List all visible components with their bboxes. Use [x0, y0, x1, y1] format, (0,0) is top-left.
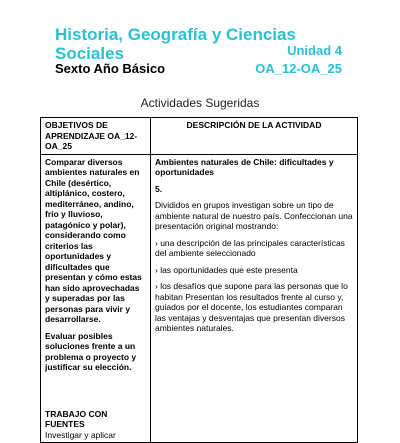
- objectives-column-header: OBJETIVOS DE APRENDIZAJE OA_12-OA_25: [41, 118, 151, 155]
- activity-number: 5.: [155, 183, 163, 194]
- skill-text: Investigar y aplicar: [45, 429, 116, 440]
- oa-code-label: OA_12-OA_25: [255, 61, 342, 76]
- subject-title: Historia, Geografía y Ciencias Sociales: [55, 25, 296, 63]
- activity-column-header: DESCRIPCIÓN DE LA ACTIVIDAD: [151, 118, 358, 155]
- unit-label: Unidad 4: [287, 43, 342, 58]
- grade-label: Sexto Año Básico: [55, 61, 166, 76]
- skill-heading: TRABAJO CON FUENTES: [45, 408, 108, 429]
- activity-cell: [151, 154, 358, 443]
- objective-paragraph: Comparar diversos ambientes naturales en Chile (desértico, altiplánico, costero, mediterráneo, andino, frío y lluvioso, patagónico y polar), considerando como criterios las oportunidades y dificultades que presentan y cómo estas han sido aprovechadas y superadas por las personas para vivir y desarrollarse.: [45, 156, 142, 324]
- activity-intro: Divididos en grupos investigan sobre un tipo de ambiente natural de nuestro país. Confeccionan una presentación original mostrando:: [155, 200, 353, 231]
- activity-bullet: › las oportunidades que este presenta: [155, 264, 298, 275]
- table-row: [41, 154, 358, 443]
- table-header-row: [41, 118, 358, 155]
- objectives-cell: [41, 154, 151, 443]
- section-title: Actividades Sugeridas: [140, 96, 260, 110]
- activity-bullet: › una descripción de las principales características del ambiente seleccionado: [155, 237, 345, 258]
- activity-bullet: › los desafíos que supone para las personas que lo habitan Presentan los resultados frente al curso y, guiados por el docente, los estudiantes comparan las ventajas y desventajas que presentan diversos ambientes naturales.: [155, 281, 348, 333]
- activities-table: [40, 117, 358, 443]
- activity-title: Ambientes naturales de Chile: dificultades y oportunidades: [155, 156, 334, 177]
- objective-paragraph: Evaluar posibles soluciones frente a un problema o proyecto y justificar su elección.: [45, 330, 137, 372]
